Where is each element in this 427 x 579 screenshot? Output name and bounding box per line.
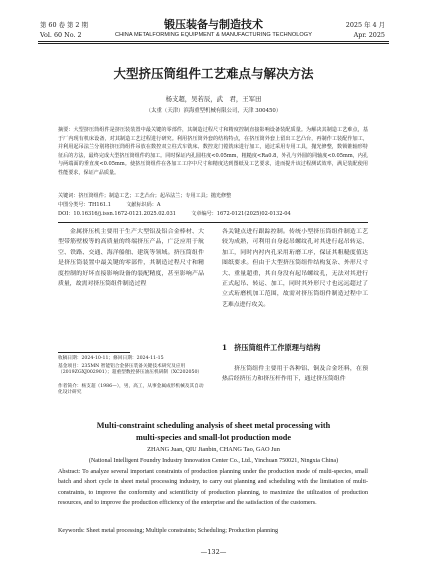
journal-title-zh: 锻压装备与制造技术 [164, 18, 263, 31]
page-number: —132— [200, 548, 227, 556]
paper-title-en-line-2: multi-species and small-lot production mode [136, 433, 291, 442]
footnote-fund: 基金项目：235MN 智能铝合金挤压装备关键技术研究及应用（2019ZGXJ002901）；超重型数控挤压油压机研制（XC202050） [58, 364, 203, 376]
authors-zh: 杨支超，吴若辰，武 君，王军田 [165, 95, 262, 103]
footnote-received: 收稿日期：2024-10-11；修回日期：2024-11-15 [58, 356, 164, 361]
body-right-paragraph: 各关键点进行跟踪控制。传统小型挤压筒组件制造工艺较为成熟，可利用自身起吊螺纹孔对其进行起吊转运、加工，同时内衬内孔采用珩磨工序，保证其粗糙度值达图纸要求。但由于大型挤压筒组件结构复杂、外形尺寸大、重量超重，其自身没有起吊螺纹孔，无法对其进行正式起吊、转运、加工，同时其外形尺寸也远远超过了立式珩磨机加工范围，故需对挤压筒组件制造过程中工艺难点进行攻关。 [222, 229, 368, 308]
header-rule-thin [38, 43, 389, 44]
body-left-paragraph: 金属挤压机主要用于生产大型铝及铝合金棒材、大型带筋壁板等的高质量的终端挤压产品，广泛应用于航空、铁路、交通、海洋船舶、建筑等领域。挤压筒组件是挤压筒装置中最关键的零部件，其制造过程尺寸和精度控制的好坏直接影响设备的装配精度，甚至影响产品质量，故需对挤压筒组件制造过程 [58, 229, 204, 288]
paper-title-en-line-1: Multi-constraint scheduling analysis of sheet metal processing with [96, 421, 331, 430]
header-volume-en: Vol. 60 No. 2 [40, 31, 82, 39]
footnote-bio: 作者简介：杨支超（1986—），男，高工，从事金属成形机械及其自动化设计研究 [58, 384, 204, 396]
header-rule [38, 41, 389, 42]
header-date-en: Apr. 2025 [353, 31, 385, 39]
paper-title-zh: 大型挤压筒组件工艺难点与解决方法 [113, 66, 314, 81]
classification-zh: 中图分类号：TH161.1 文献标识码：A [58, 202, 161, 208]
abstract-en: Abstract: To analyze several important constraints of production planning under the production mode of multi-species, small batch and short cycle in sheet metal processing industry, to carry out planning and scheduling with the limitation of multi-constraints, to improve the conformity and scientificity of production planning, to maximize the utilization of production resources, and to improve the production efficiency of the enterprise and the satisfaction of the customers. [58, 469, 368, 507]
header-volume-zh: 第 60 卷 第 2 期 [40, 21, 88, 29]
journal-title-en: CHINA METALFORMING EQUIPMENT & MANUFACTURING TECHNOLOGY [115, 32, 312, 38]
abstract-divider [58, 222, 368, 223]
affiliation-en: (National Intelligent Foundry Industry Innovation Center Co., Ltd., Yinchuan 750021, Ningxia China) [88, 458, 339, 464]
section-1-text: 挤压筒组件主要用于各种铝、铜及合金坯料，在预热后经挤压力和挤压杆作用下，通过挤压筒组件 [222, 366, 368, 383]
section-heading-1: 1 挤压筒组件工作原理与结构 [222, 343, 321, 352]
keywords-en: Keywords: Sheet metal processing; Multiple constraints; Scheduling; Production planning [58, 528, 279, 534]
abstract-zh: 摘要：大型挤压筒组件是挤压装装置中最关键的零部件，其制造过程尺寸和精度控制直接影响设备装配质量。为解决其制造工艺难点，基于厂内现有机床设备，对其制造工艺过程进行研究。利用挤压筒外套的结构特点，在挤压筒外套上留出工艺凸台，再制作工装配作加工，并利用起吊法兰分别将挤压筒组件吊放在数控双立柱式车铣床、数控龙门镗铣床进行加工，通过采用专用工具，抛光修整，数锁锥轴形特征后的方法，最终完成大型挤压筒组件的加工。同时保证内孔圆柱度<0.05mm，粗糙度<Ra0.8，外孔与外圆的同轴度<0.05mm，内孔与两端面的垂直度<0.05mm。使挤压筒组件在各加工工序中尺寸和精度达到图纸及工艺要求，进而提升该过程测试效率，满足装配使用性能要求，保证产品质量。 [58, 127, 368, 176]
header-date-zh: 2025 年 4 月 [345, 21, 385, 29]
footnote-rule [58, 352, 130, 353]
keywords-zh: 关键词：挤压筒组件；制造工艺；工艺凸台；起吊法兰；专用工具；抛光修整 [58, 193, 232, 199]
doi-zh: DOI：10.16316/j.issn.1672-0121.2025.02.031 文章编号：1672-0121(2025)02-0132-04 [58, 211, 291, 217]
affiliation-zh: （太重（天津）滨海重型机械有限公司，天津 300450） [145, 108, 282, 114]
authors-en: ZHANG Juan, QIU Jianbin, CHANG Tao, GAO Jun [147, 446, 280, 453]
